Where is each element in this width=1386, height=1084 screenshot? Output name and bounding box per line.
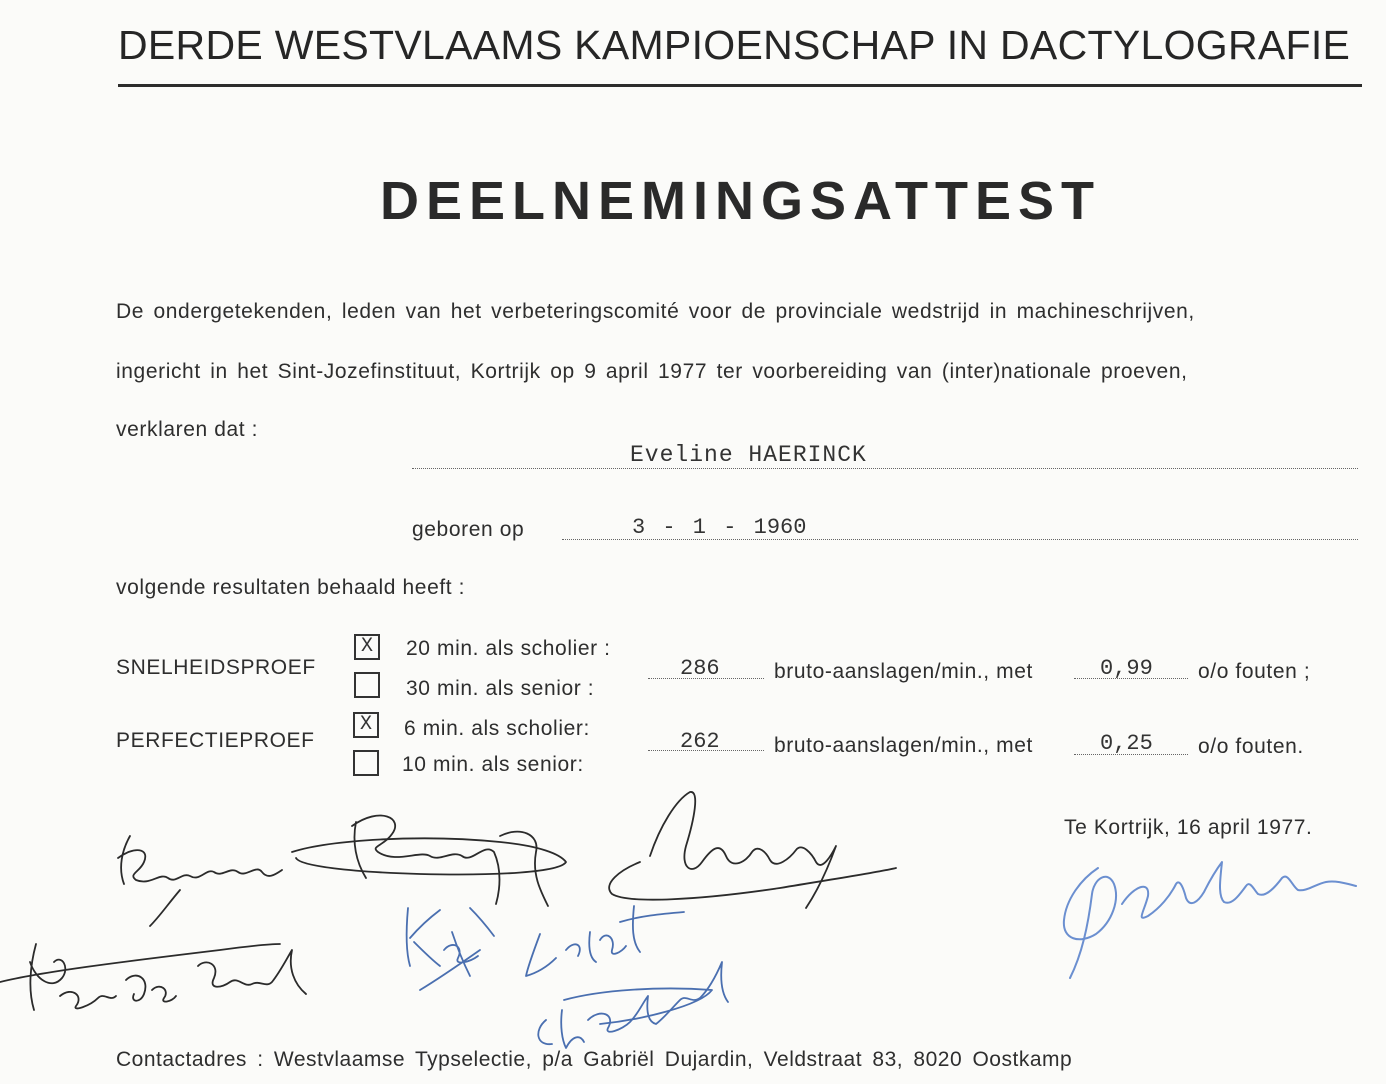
place-date: Te Kortrijk, 16 april 1977. bbox=[1064, 816, 1313, 839]
intro-line-1: De ondergetekenden, leden van het verbeteringscomité voor de provinciale wedstrijd in machineschrijven, bbox=[116, 300, 1195, 323]
speed-option2-label: 30 min. als senior : bbox=[406, 677, 595, 700]
signature-van-den-branch bbox=[0, 944, 306, 1010]
perfection-strokes-value: 262 bbox=[680, 729, 720, 754]
signature-hollevoet bbox=[538, 962, 728, 1048]
signature-albaryan bbox=[609, 792, 896, 908]
results-intro: volgende resultaten behaald heeft : bbox=[116, 576, 466, 599]
perfection-test-label: PERFECTIEPROEF bbox=[116, 729, 315, 752]
birth-date: 3 - 1 - 1960 bbox=[632, 515, 807, 540]
perfection-option1-label: 6 min. als scholier: bbox=[404, 717, 590, 740]
signature-lknidt bbox=[526, 906, 684, 976]
perfection-errors-label: o/o fouten. bbox=[1198, 735, 1304, 758]
born-label: geboren op bbox=[412, 518, 525, 541]
perfection-errors-value: 0,25 bbox=[1100, 731, 1153, 756]
intro-line-2: ingericht in het Sint-Jozefinstituut, Kortrijk op 9 april 1977 ter voorbereiding van (inter)nationale proeven, bbox=[116, 360, 1188, 383]
perfection-option1-checkbox[interactable]: X bbox=[353, 712, 379, 738]
participant-name: Eveline HAERINCK bbox=[630, 442, 867, 468]
speed-strokes-value: 286 bbox=[680, 656, 720, 681]
speed-test-label: SNELHEIDSPROEF bbox=[116, 656, 316, 679]
speed-errors-label: o/o fouten ; bbox=[1198, 660, 1311, 683]
speed-strokes-label: bruto-aanslagen/min., met bbox=[774, 660, 1033, 683]
signature-rolgeert bbox=[118, 836, 282, 926]
signature-bouty bbox=[292, 816, 566, 906]
signature-right-blue bbox=[1064, 862, 1356, 978]
document-title: DEELNEMINGSATTEST bbox=[380, 171, 1102, 231]
intro-line-3: verklaren dat : bbox=[116, 418, 259, 441]
footer-contact: Contactadres : Westvlaamse Typselectie, p/a Gabriël Dujardin, Veldstraat 83, 8020 Oostkamp bbox=[116, 1048, 1073, 1071]
speed-errors-value: 0,99 bbox=[1100, 656, 1153, 681]
perfection-strokes-label: bruto-aanslagen/min., met bbox=[774, 734, 1033, 757]
speed-option1-checkbox[interactable]: X bbox=[354, 634, 380, 660]
speed-option1-label: 20 min. als scholier : bbox=[406, 637, 611, 660]
header-title: DERDE WESTVLAAMS KAMPIOENSCHAP IN DACTYLOGRAFIE bbox=[118, 22, 1351, 68]
signature-kfix bbox=[407, 908, 494, 990]
perfection-option2-label: 10 min. als senior: bbox=[402, 753, 584, 776]
